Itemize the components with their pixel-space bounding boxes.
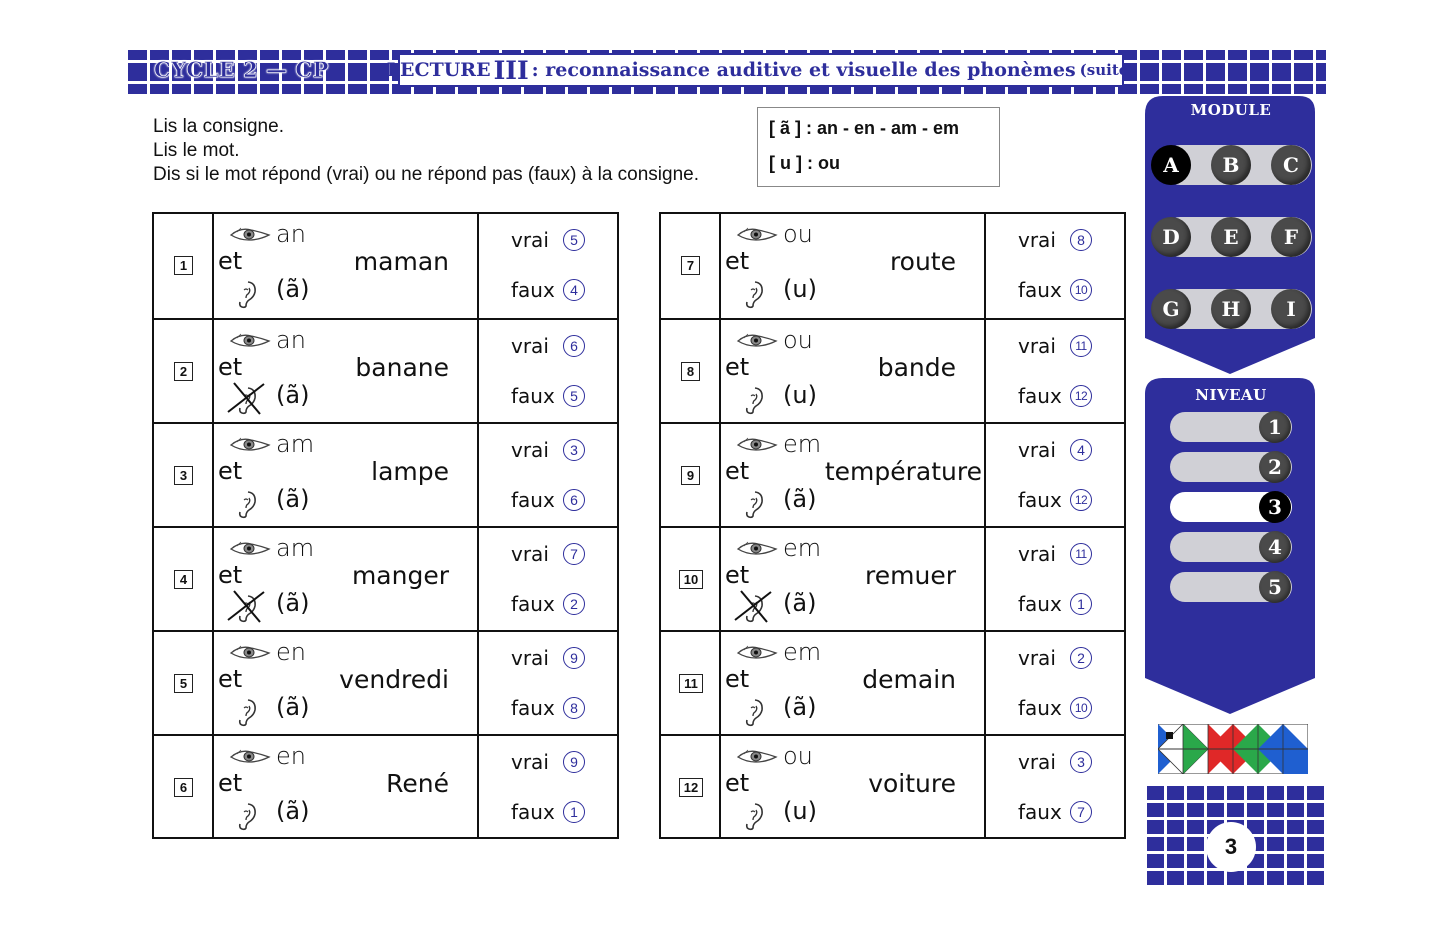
exercise-row-6 [154,734,617,838]
module-title: MODULE [1190,101,1272,119]
faux-label: faux [511,592,555,616]
faux-answer-number: 12 [1070,385,1092,407]
vrai-label: vrai [511,334,549,358]
instruction-3: Dis si le mot répond (vrai) ou ne répond pas (faux) à la consigne. [153,164,699,185]
eye-icon [736,541,778,561]
et-label: et [725,769,750,797]
answer-cell [479,214,617,318]
instruction-2: Lis le mot. [153,140,240,161]
grapheme: en [276,742,306,770]
faux-label: faux [511,488,555,512]
vrai-answer-number: 11 [1070,543,1092,565]
eye-icon [736,645,778,665]
faux-option[interactable] [511,488,585,512]
target-word: lampe [371,457,449,486]
eye-icon [736,749,778,769]
faux-answer-number: 2 [563,593,585,615]
page-title [386,53,1136,87]
vrai-answer-number: 3 [563,439,585,461]
word-cell [721,632,986,734]
faux-option[interactable] [511,384,585,408]
answer-cell [986,736,1124,838]
exercise-row-4 [154,526,617,630]
target-word: remuer [865,561,956,590]
target-word: température [824,457,982,486]
grapheme: am [276,534,315,562]
vrai-label: vrai [511,750,549,774]
exercise-number: 10 [679,570,703,589]
grapheme: ou [783,742,813,770]
exercise-row-7 [661,214,1124,318]
vrai-label: vrai [511,542,549,566]
vrai-answer-number: 7 [563,543,585,565]
faux-label: faux [1018,696,1062,720]
vrai-option[interactable] [511,542,585,566]
word-cell [214,736,479,838]
phoneme-sound: (u) [783,797,817,825]
faux-answer-number: 10 [1070,279,1092,301]
title-main: : reconnaissance auditive et visuelle des phonèmes [531,59,1076,81]
exercise-number: 4 [174,570,193,589]
faux-label: faux [1018,592,1062,616]
faux-option[interactable] [1018,696,1092,720]
answer-cell [986,320,1124,422]
number-cell [154,736,214,838]
target-word: maman [353,247,449,276]
vrai-answer-number: 9 [563,751,585,773]
module-button-c[interactable]: C [1271,145,1311,185]
phoneme-sound: (ã) [276,797,310,825]
publisher-logo [1158,724,1308,774]
crossed-ear-icon [234,593,258,627]
vrai-label: vrai [511,228,549,252]
et-label: et [725,247,750,275]
exercise-number: 3 [174,466,193,485]
faux-option[interactable] [511,696,585,720]
answer-cell [479,424,617,526]
module-button-a[interactable]: A [1151,145,1191,185]
number-cell [661,528,721,630]
vrai-option[interactable] [1018,750,1092,774]
faux-label: faux [511,696,555,720]
grapheme: an [276,326,306,354]
niveau-button-5[interactable]: 5 [1259,571,1291,603]
faux-label: faux [511,278,555,302]
number-cell [661,424,721,526]
target-word: René [386,769,449,798]
answer-cell [479,632,617,734]
faux-answer-number: 12 [1070,489,1092,511]
vrai-option[interactable] [1018,438,1092,462]
faux-label: faux [1018,488,1062,512]
faux-option[interactable] [511,800,585,824]
exercise-number: 7 [681,256,700,275]
exercise-number: 5 [174,674,193,693]
niveau-title: NIVEAU [1195,386,1267,404]
phoneme-sound: (u) [783,381,817,409]
vrai-option[interactable] [1018,542,1092,566]
number-cell [154,528,214,630]
eye-icon [229,333,271,353]
phoneme-legend [757,107,1000,187]
et-label: et [218,561,243,589]
eye-icon [229,645,271,665]
phoneme-sound: (ã) [276,275,310,303]
faux-answer-number: 5 [563,385,585,407]
eye-icon [229,541,271,561]
exercise-table-left [152,212,619,839]
module-button-i[interactable]: I [1271,289,1311,329]
word-cell [214,632,479,734]
faux-option[interactable] [511,592,585,616]
et-label: et [725,353,750,381]
legend-an: [ ã ] : an - en - am - em [769,118,960,138]
vrai-option[interactable] [511,438,585,462]
exercise-number: 6 [174,778,193,797]
et-label: et [725,457,750,485]
exercise-row-12 [661,734,1124,838]
target-word: vendredi [339,665,449,694]
exercise-row-9 [661,422,1124,526]
vrai-label: vrai [1018,542,1056,566]
word-cell [214,320,479,422]
exercise-number: 9 [681,466,700,485]
exercise-number: 8 [681,362,700,381]
ear-icon [234,697,258,731]
vrai-label: vrai [1018,334,1056,358]
faux-option[interactable] [1018,592,1092,616]
ear-icon [741,801,765,835]
vrai-answer-number: 6 [563,335,585,357]
vrai-answer-number: 11 [1070,335,1092,357]
exercise-number: 11 [679,674,703,693]
phoneme-sound: (ã) [783,589,817,617]
exercise-number: 1 [174,256,193,275]
title-lecture: LECTURE [386,59,491,81]
answer-cell [986,528,1124,630]
exercise-row-1 [154,214,617,318]
target-word: banane [355,353,449,382]
word-cell [214,424,479,526]
title-roman: III [493,55,529,85]
faux-label: faux [1018,278,1062,302]
vrai-answer-number: 9 [563,647,585,669]
ear-icon [741,385,765,419]
vrai-label: vrai [1018,750,1056,774]
exercise-row-2 [154,318,617,422]
exercise-number: 12 [679,778,703,797]
faux-answer-number: 4 [563,279,585,301]
grapheme: en [276,638,306,666]
module-button-b[interactable]: B [1211,145,1251,185]
niveau-button-2[interactable]: 2 [1259,451,1291,483]
faux-answer-number: 8 [563,697,585,719]
exercise-table-right [659,212,1126,839]
grapheme: em [783,534,822,562]
exercise-row-3 [154,422,617,526]
et-label: et [218,457,243,485]
word-cell [721,214,986,318]
answer-cell [986,632,1124,734]
eye-icon [229,749,271,769]
number-cell [154,214,214,318]
exercise-row-10 [661,526,1124,630]
phoneme-sound: (ã) [783,485,817,513]
target-word: demain [862,665,956,694]
vrai-option[interactable] [511,750,585,774]
module-button-f[interactable]: F [1271,217,1311,257]
answer-cell [986,424,1124,526]
phoneme-sound: (ã) [276,485,310,513]
title-suffix: (suite) [1079,61,1136,79]
faux-answer-number: 1 [1070,593,1092,615]
answer-cell [986,214,1124,318]
vrai-label: vrai [1018,646,1056,670]
number-cell [661,632,721,734]
word-cell [721,320,986,422]
grapheme: an [276,220,306,248]
faux-option[interactable] [511,278,585,302]
ear-icon [741,279,765,313]
module-button-h[interactable]: H [1211,289,1251,329]
et-label: et [218,665,243,693]
faux-option[interactable] [1018,800,1092,824]
vrai-answer-number: 3 [1070,751,1092,773]
faux-answer-number: 7 [1070,801,1092,823]
grapheme: am [276,430,315,458]
ear-icon [741,489,765,523]
ear-icon [234,489,258,523]
word-cell [721,424,986,526]
et-label: et [218,769,243,797]
target-word: manger [351,561,449,590]
et-label: et [218,247,243,275]
number-cell [661,736,721,838]
word-cell [214,528,479,630]
faux-answer-number: 10 [1070,697,1092,719]
phoneme-sound: (ã) [276,693,310,721]
vrai-answer-number: 2 [1070,647,1092,669]
module-button-g[interactable]: G [1151,289,1191,329]
vrai-option[interactable] [1018,334,1092,358]
vrai-answer-number: 5 [563,229,585,251]
faux-label: faux [511,800,555,824]
et-label: et [725,561,750,589]
faux-answer-number: 6 [563,489,585,511]
vrai-option[interactable] [511,334,585,358]
target-word: route [889,247,956,276]
module-button-e[interactable]: E [1211,217,1251,257]
grapheme: ou [783,220,813,248]
faux-option[interactable] [1018,488,1092,512]
ear-icon [234,279,258,313]
cycle-label: CYCLE 2 — CP [154,57,329,82]
crossed-ear-icon [234,385,258,419]
exercise-number: 2 [174,362,193,381]
module-button-d[interactable]: D [1151,217,1191,257]
eye-icon [736,333,778,353]
ear-icon [234,801,258,835]
vrai-label: vrai [1018,228,1056,252]
niveau-button-1[interactable]: 1 [1259,411,1291,443]
answer-cell [479,320,617,422]
vrai-answer-number: 4 [1070,439,1092,461]
number-cell [661,214,721,318]
phoneme-sound: (u) [783,275,817,303]
grapheme: ou [783,326,813,354]
grapheme: em [783,430,822,458]
target-word: bande [877,353,956,382]
grapheme: em [783,638,822,666]
answer-cell [479,528,617,630]
word-cell [721,528,986,630]
vrai-label: vrai [511,646,549,670]
vrai-label: vrai [511,438,549,462]
number-cell [154,320,214,422]
faux-option[interactable] [1018,278,1092,302]
faux-label: faux [511,384,555,408]
vrai-option[interactable] [511,646,585,670]
phoneme-sound: (ã) [276,589,310,617]
faux-label: faux [1018,384,1062,408]
phoneme-sound: (ã) [276,381,310,409]
vrai-label: vrai [1018,438,1056,462]
vrai-option[interactable] [1018,228,1092,252]
page-number: 3 [1206,822,1256,872]
word-cell [214,214,479,318]
faux-answer-number: 1 [563,801,585,823]
eye-icon [229,437,271,457]
answer-cell [479,736,617,838]
exercise-row-8 [661,318,1124,422]
eye-icon [736,227,778,247]
vrai-answer-number: 8 [1070,229,1092,251]
eye-icon [229,227,271,247]
phoneme-sound: (ã) [783,693,817,721]
et-label: et [218,353,243,381]
number-cell [661,320,721,422]
number-cell [154,632,214,734]
faux-label: faux [1018,800,1062,824]
niveau-button-3[interactable]: 3 [1259,491,1291,523]
niveau-button-4[interactable]: 4 [1259,531,1291,563]
instruction-1: Lis la consigne. [153,116,284,137]
number-cell [154,424,214,526]
legend-ou: [ u ] : ou [769,153,840,173]
target-word: voiture [868,769,956,798]
vrai-option[interactable] [511,228,585,252]
vrai-option[interactable] [1018,646,1092,670]
exercise-row-11 [661,630,1124,734]
et-label: et [725,665,750,693]
ear-icon [741,697,765,731]
exercise-row-5 [154,630,617,734]
word-cell [721,736,986,838]
crossed-ear-icon [741,593,765,627]
faux-option[interactable] [1018,384,1092,408]
eye-icon [736,437,778,457]
